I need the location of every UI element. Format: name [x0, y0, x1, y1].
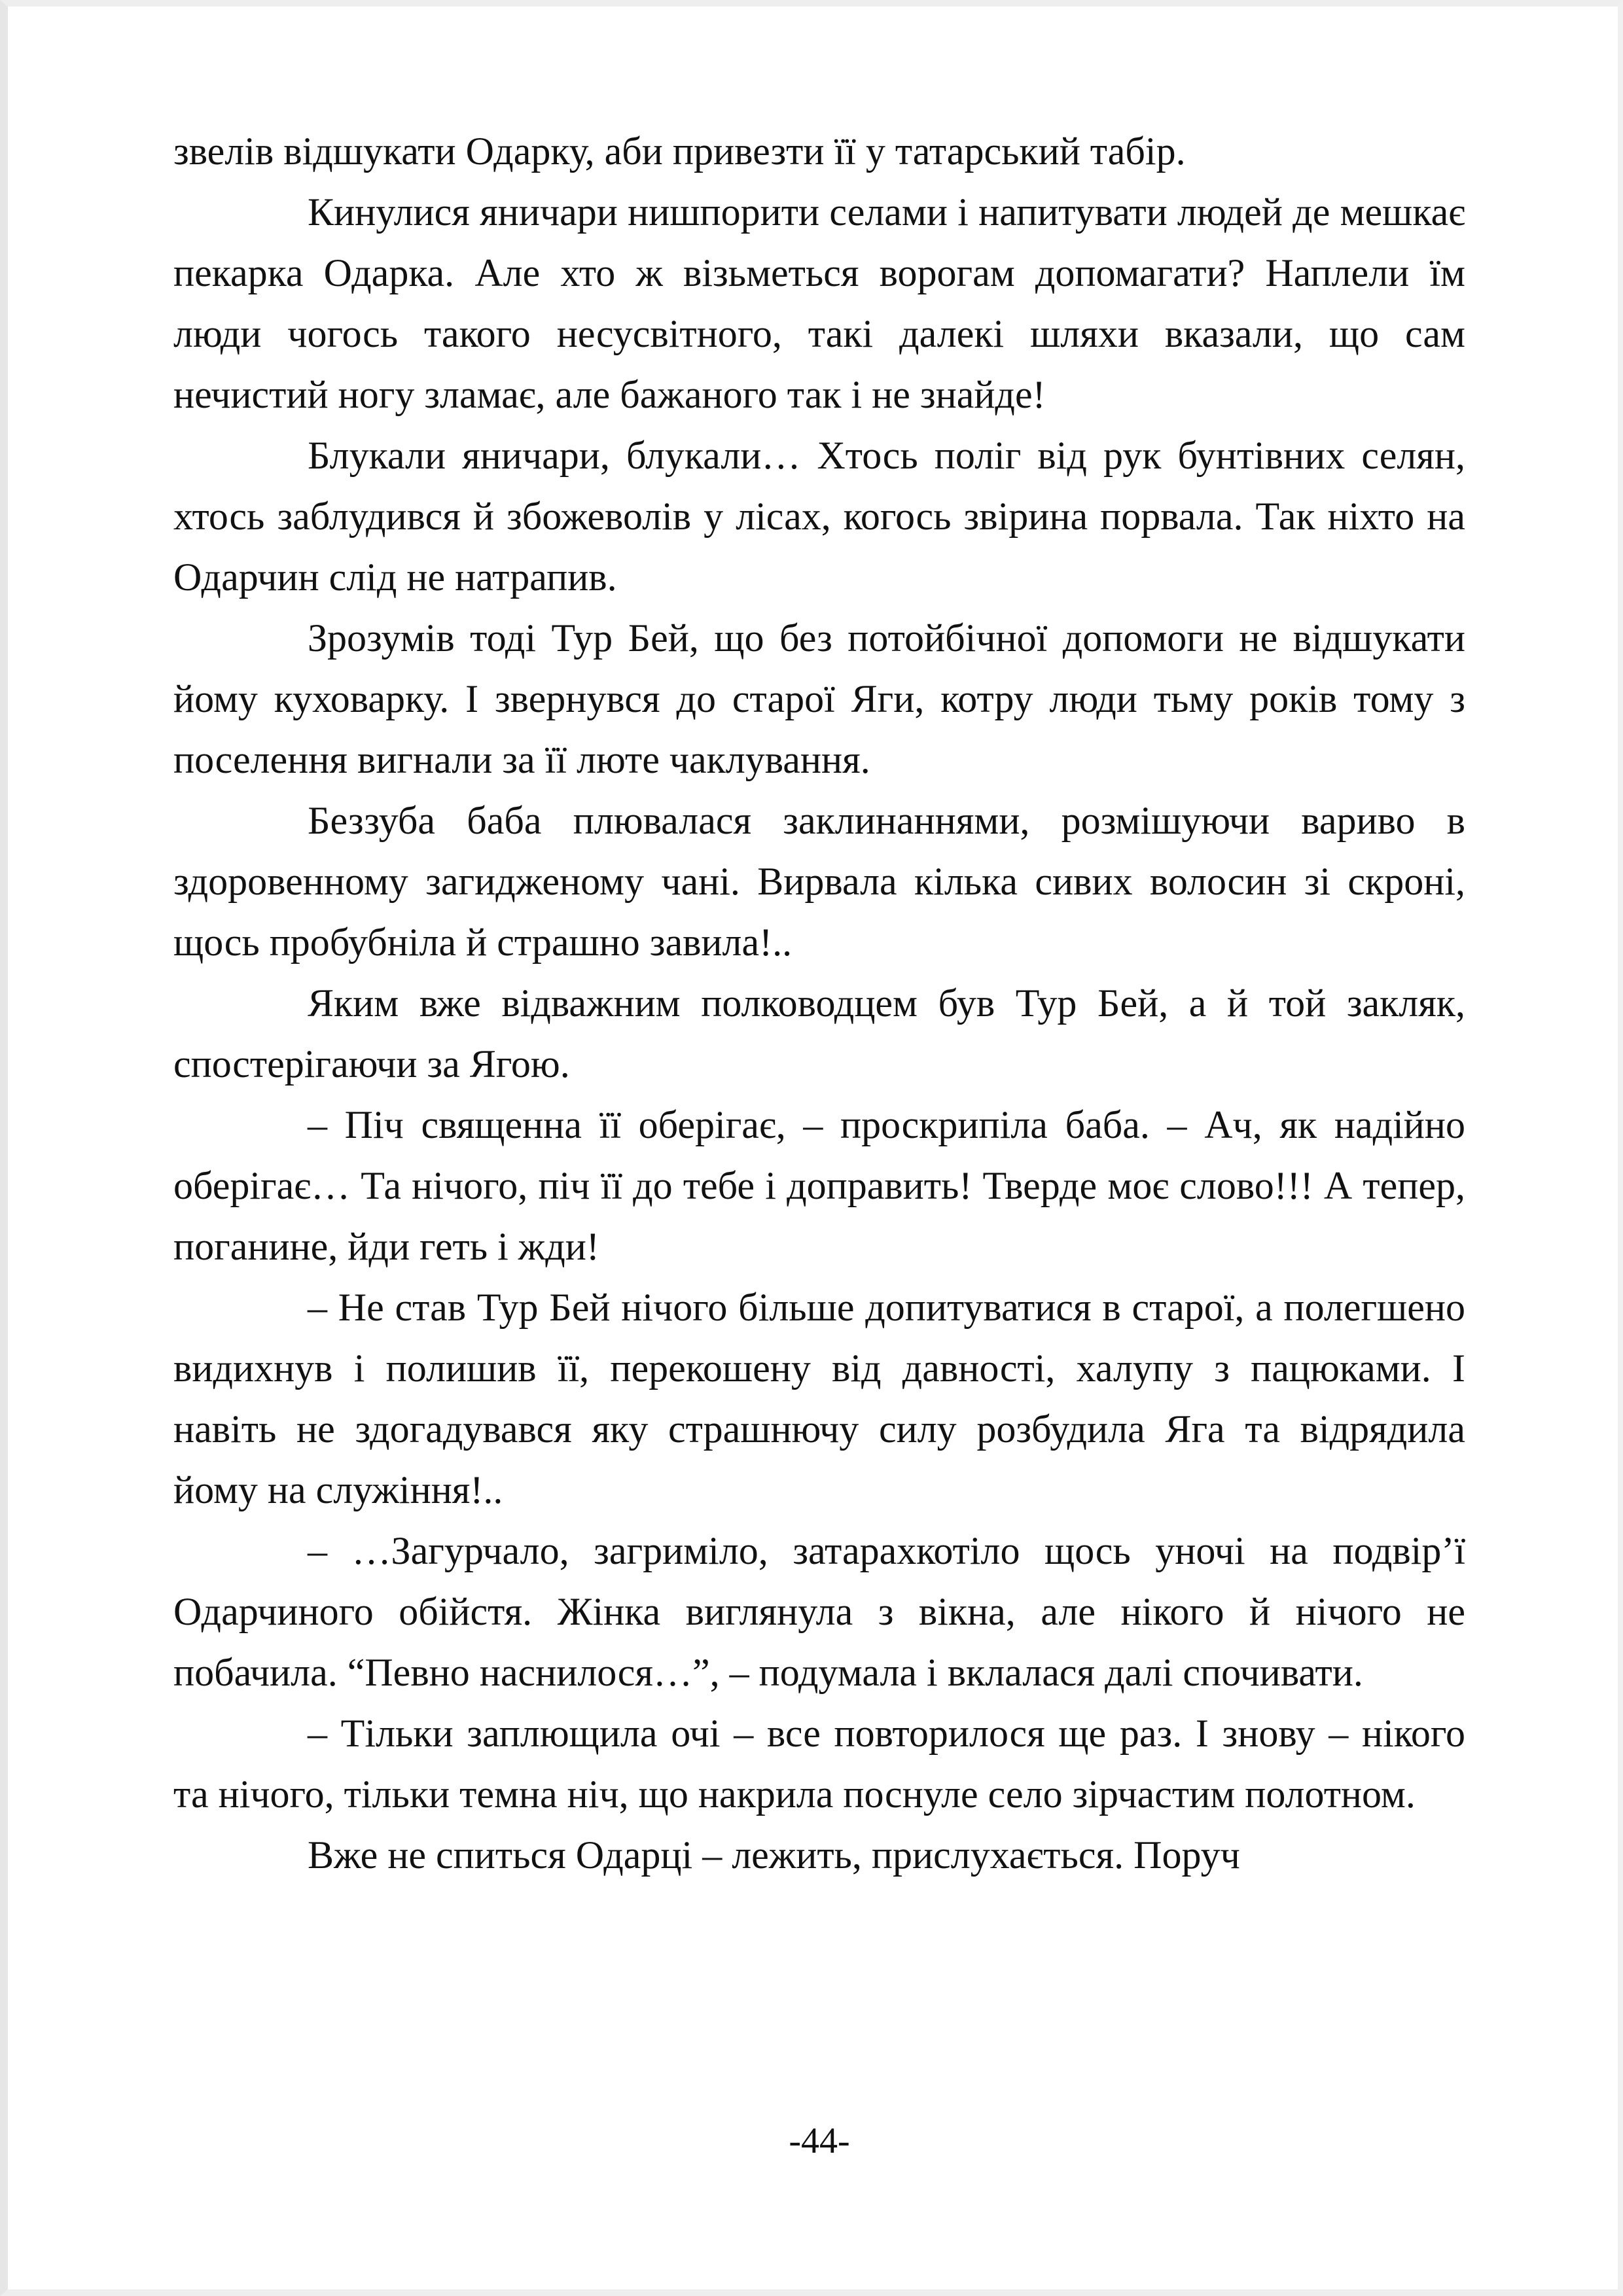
paragraph: Беззуба баба плювалася заклинаннями, розмішуючи вариво в здоровенному загидженому чані. Вирвала кілька сивих волосин зі скроні, щось пробубніла й страшно завила!..: [173, 799, 1465, 964]
paragraph: Блукали яничари, блукали… Хтось поліг від рук бунтівних селян, хтось заблудився й збожеволів у лісах, когось звірина порвала. Так ніхто на Одарчин слід не натрапив.: [173, 434, 1465, 599]
paragraph: Зрозумів тоді Тур Бей, що без потойбічної допомоги не відшукати йому куховарку. І звернувся до старої Яги, котру люди тьму років тому з поселення вигнали за її люте чаклування.: [173, 616, 1465, 781]
paragraph: Яким вже відважним полководцем був Тур Бей, а й той закляк, спостерігаючи за Ягою.: [173, 981, 1465, 1086]
paragraph: Кинулися яничари нишпорити селами і напитувати людей де мешкає пекарка Одарка. Але хто ж візьметься ворогам допомагати? Наплели їм люди чогось такого несусвітного, такі далекі шляхи вказали, що сам нечистий ногу зламає, але бажаного так і не знайде!: [173, 190, 1465, 416]
paragraph: – Піч священна її оберігає, – проскрипіла баба. – Ач, як надійно оберігає… Та нічого, піч її до тебе і доправить! Тверде моє слово!!! А тепер, поганине, йди геть і жди!: [173, 1103, 1465, 1268]
paragraph: – Не став Тур Бей нічого більше допитуватися в старої, а полегшено видихнув і полишив її, перекошену від давності, халупу з пацюками. І навіть не здогадувався яку страшнючу силу розбудила Яга та відрядила йому на служіння!..: [173, 1286, 1465, 1511]
paragraph: – Тільки заплющила очі – все повторилося ще раз. І знову – нікого та нічого, тільки темна ніч, що накрила поснуле село зірчастим полотном.: [173, 1712, 1465, 1816]
paragraph: – …Загурчало, загриміло, затарахкотіло щось уночі на подвір’ї Одарчиного обійстя. Жінка виглянула з вікна, але нікого й нічого не побачила. “Певно наснилося…”, – подумала і вклалася далі спочивати.: [173, 1529, 1465, 1694]
paragraph: звелів відшукати Одарку, аби привезти її у татарський табір.: [173, 130, 1186, 173]
page-number: -44-: [789, 2121, 850, 2161]
paragraph: Вже не спиться Одарці – лежить, прислухається. Поруч: [308, 1833, 1240, 1877]
text-body: [173, 121, 1465, 1886]
